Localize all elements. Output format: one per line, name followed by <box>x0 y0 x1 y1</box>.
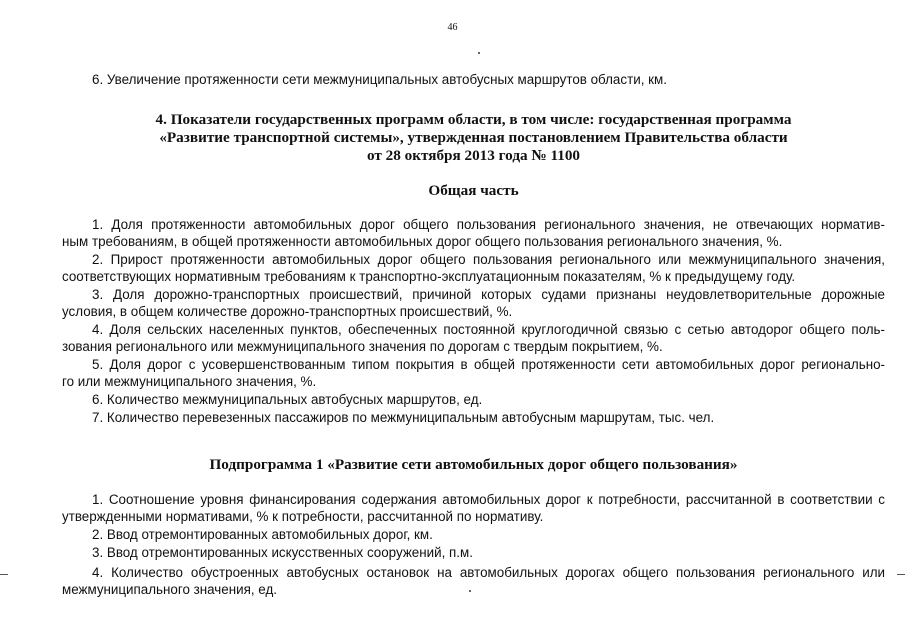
section4-heading-line: 4. Показатели государственных программ области, в том числе: государственная программа <box>155 111 792 128</box>
list-item-line: утвержденными нормативами, % к потребности, рассчитанной по нормативу. <box>62 509 544 524</box>
list-item-line: межмуниципального значения, ед. <box>62 582 277 597</box>
list-item-line: ным требованиям, в общей протяженности автомобильных дорог общего пользования регионального значения, %. <box>62 234 783 249</box>
intro-item: 6. Увеличение протяженности сети межмуниципальных автобусных маршрутов области, км. <box>92 72 667 87</box>
list-item-line: 1. Доля протяженности автомобильных дорог общего пользования регионального значения, не отвечающих норматив- <box>92 217 885 232</box>
scan-edge-mark-right <box>897 574 905 575</box>
list-item-line: 3. Доля дорожно-транспортных происшествий, причиной которых судами признаны неудовлетворительные дорожные <box>92 287 885 302</box>
list-item-line: 4. Доля сельских населенных пунктов, обеспеченных постоянной круглогодичной связью с сетью автодорог общего поль- <box>92 322 885 337</box>
list-item-line: 5. Доля дорог с усовершенствованным типом покрытия в общей протяженности сети автомобильных дорог регионально- <box>92 357 885 372</box>
list-item-line: го или межмуниципального значения, %. <box>62 374 317 389</box>
list-item-line: зования регионального или межмуниципального значения по дорогам с твердым покрытием, %. <box>62 339 663 354</box>
general-part-heading: Общая часть <box>428 182 519 199</box>
scan-speck <box>478 52 480 54</box>
list-item-line: соответствующих нормативным требованиям к транспортно-эксплуатационным показателям, % к предыдущему году. <box>62 269 796 284</box>
subprogram1-heading: Подпрограмма 1 «Развитие сети автомобильных дорог общего пользования» <box>209 456 738 473</box>
list-item-line: 4. Количество обустроенных автобусных остановок на автомобильных дорогах общего пользования регионального или <box>92 565 885 580</box>
list-item-line: 2. Прирост протяженности автомобильных дорог общего пользования регионального или межмуниципального значения, <box>92 252 885 267</box>
list-item-line: 2. Ввод отремонтированных автомобильных дорог, км. <box>92 527 433 542</box>
scan-edge-mark-left <box>0 574 8 575</box>
section4-heading-line: «Развитие транспортной системы», утвержденная постановлением Правительства области <box>159 129 788 146</box>
list-item-line: 1. Соотношение уровня финансирования содержания автомобильных дорог к потребности, рассчитанной в соответствии с <box>92 492 885 507</box>
page-number: 46 <box>447 22 458 33</box>
section4-heading-line: от 28 октября 2013 года № 1100 <box>366 147 581 164</box>
list-item-line: 3. Ввод отремонтированных искусственных сооружений, п.м. <box>92 545 473 560</box>
list-item-line: 6. Количество межмуниципальных автобусных маршрутов, ед. <box>92 392 483 407</box>
list-item-line: условия, в общем количестве дорожно-транспортных происшествий, %. <box>62 304 513 319</box>
list-item-line: 7. Количество перевезенных пассажиров по межмуниципальным автобусным маршрутам, тыс. чел. <box>92 410 715 425</box>
